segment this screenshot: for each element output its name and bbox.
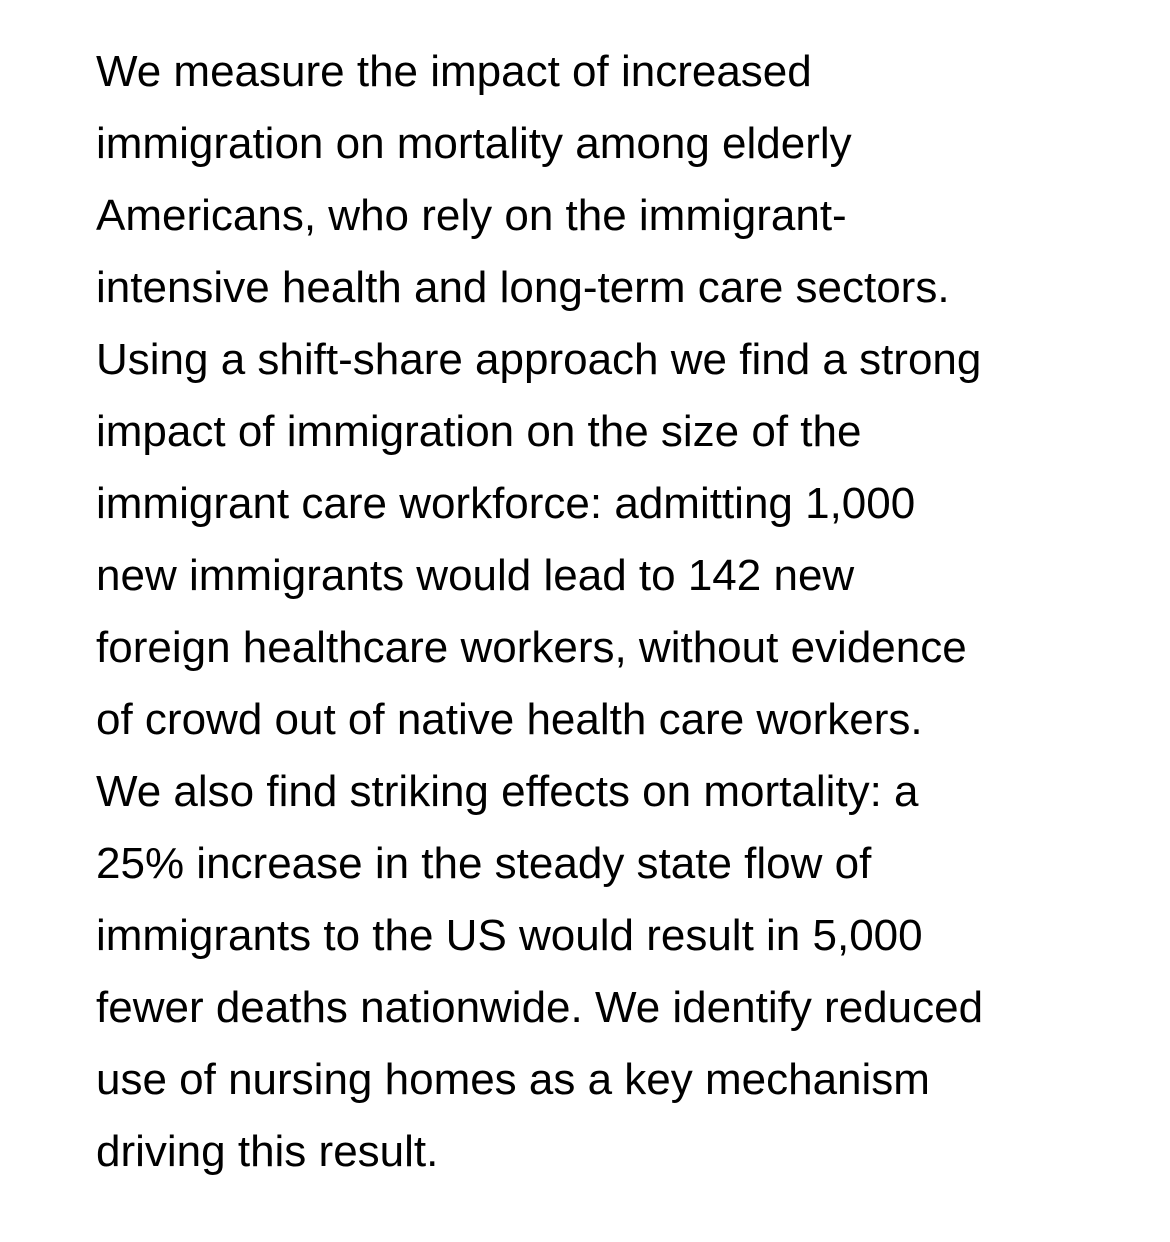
abstract-line: 25% increase in the steady state flow of: [96, 839, 872, 888]
abstract-line: immigrant care workforce: admitting 1,000: [96, 479, 916, 528]
abstract-line: Using a shift-share approach we find a strong: [96, 335, 982, 384]
abstract-line: fewer deaths nationwide. We identify reduced: [96, 983, 984, 1032]
abstract-line: impact of immigration on the size of the: [96, 407, 862, 456]
abstract-line: foreign healthcare workers, without evidence: [96, 623, 967, 672]
abstract-line: use of nursing homes as a key mechanism: [96, 1055, 930, 1104]
abstract-line: Americans, who rely on the immigrant-: [96, 191, 847, 240]
abstract-line: We measure the impact of increased: [96, 47, 812, 96]
abstract-line: driving this result.: [96, 1127, 439, 1176]
abstract-line: immigration on mortality among elderly: [96, 119, 852, 168]
abstract-line: immigrants to the US would result in 5,000: [96, 911, 923, 960]
abstract-line: intensive health and long-term care sectors.: [96, 263, 950, 312]
abstract-line: We also find striking effects on mortality: a: [96, 767, 919, 816]
abstract-line: new immigrants would lead to 142 new: [96, 551, 855, 600]
abstract-line: of crowd out of native health care workers.: [96, 695, 923, 744]
